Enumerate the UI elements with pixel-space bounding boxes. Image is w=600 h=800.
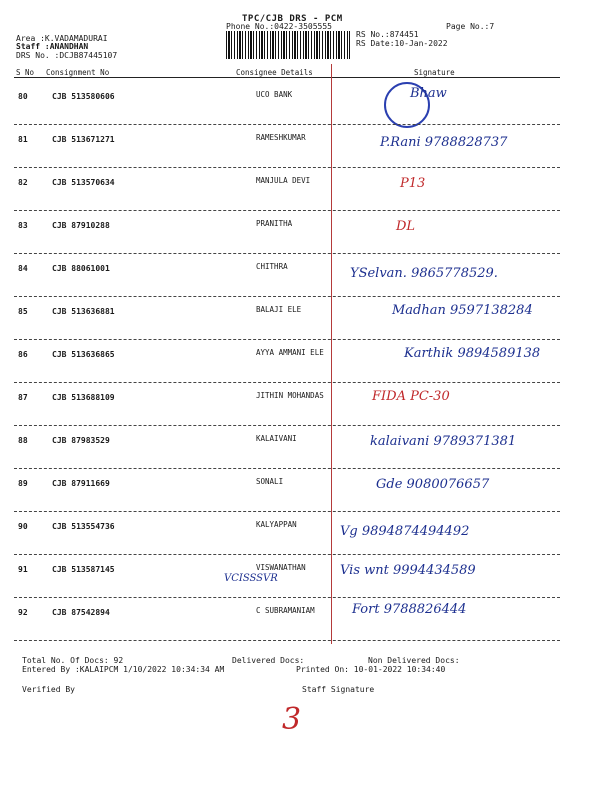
row-consignee-name: AYYA AMMANI ELE — [256, 348, 324, 357]
row-consignee-name: MANJULA DEVI — [256, 176, 311, 185]
row-consignment-no: CJB 513570634 — [52, 178, 115, 187]
row-consignee-name: RAMESHKUMAR — [256, 133, 306, 142]
row-signature: Vg 9894874494492 — [340, 524, 470, 539]
row-consignment-no: CJB 88061001 — [52, 264, 110, 273]
row-consignment-no: CJB 87983529 — [52, 436, 110, 445]
row-signature: Gde 9080076657 — [376, 477, 490, 492]
row-consignment-no: CJB 513636865 — [52, 350, 115, 359]
row-divider — [14, 468, 560, 469]
row-signature: P13 — [400, 176, 426, 191]
col-header-sno: S No — [16, 68, 35, 77]
barcode-image — [226, 31, 350, 59]
row-sno: 86 — [18, 350, 28, 359]
row-signature: FIDA PC-30 — [372, 389, 450, 404]
row-divider — [14, 597, 560, 598]
row-signature: YSelvan. 9865778529. — [350, 266, 498, 281]
row-signature: Karthik 9894589138 — [404, 346, 541, 361]
row-sno: 81 — [18, 135, 28, 144]
table-row — [0, 514, 600, 558]
phone-number: Phone No.:0422-3505555 — [226, 22, 332, 31]
row-divider — [14, 339, 560, 340]
row-sno: 83 — [18, 221, 28, 230]
row-consignment-no: CJB 513636881 — [52, 307, 115, 316]
row-consignee-name: PRANITHA — [256, 219, 293, 228]
table-row — [0, 471, 600, 515]
printed-on: Printed On: 10-01-2022 10:34:40 — [296, 665, 446, 674]
row-divider — [14, 511, 560, 512]
row-sno: 92 — [18, 608, 28, 617]
row-signature: kalaivani 9789371381 — [370, 434, 517, 449]
row-sno: 88 — [18, 436, 28, 445]
row-consignee-name: SONALI — [256, 477, 284, 486]
row-sno: 85 — [18, 307, 28, 316]
table-row — [0, 557, 600, 601]
row-consignee-name: BALAJI ELE — [256, 305, 302, 314]
row-sno: 90 — [18, 522, 28, 531]
header-divider — [14, 77, 560, 78]
row-consignment-no: CJB 87911669 — [52, 479, 110, 488]
row-signature: Bhaw — [410, 86, 447, 101]
delivered-docs: Delivered Docs: — [232, 656, 305, 665]
row-signature: Madhan 9597138284 — [392, 303, 533, 318]
row-consignment-no: CJB 513671271 — [52, 135, 115, 144]
staff-label: Staff :ANANDHAN — [16, 42, 89, 51]
table-row — [0, 299, 600, 343]
row-signature: P.Rani 9788828737 — [380, 135, 508, 150]
row-consignee-name: C SUBRAMANIAM — [256, 606, 315, 615]
row-signature: Vis wnt 9994434589 — [340, 563, 476, 578]
row-signature: DL — [396, 219, 416, 234]
rs-number: RS No.:874451 — [356, 30, 419, 39]
row-divider — [14, 167, 560, 168]
row-divider — [14, 253, 560, 254]
table-row — [0, 428, 600, 472]
row-sno: 80 — [18, 92, 28, 101]
row-consignment-no: CJB 513688109 — [52, 393, 115, 402]
row-signature: Fort 9788826444 — [352, 602, 467, 617]
row-divider — [14, 124, 560, 125]
row-consignee-name: CHITHRA — [256, 262, 288, 271]
row-divider — [14, 210, 560, 211]
total-docs: Total No. Of Docs: 92 — [22, 656, 124, 665]
table-row — [0, 342, 600, 386]
drs-number: DRS No. :DCJB87445107 — [16, 51, 118, 60]
row-consignment-no: CJB 513554736 — [52, 522, 115, 531]
row-sno: 84 — [18, 264, 28, 273]
table-row — [0, 256, 600, 300]
row-extra-note: VCISSSVR — [224, 573, 278, 584]
col-header-consignee: Consignee Details — [236, 68, 313, 77]
row-sno: 87 — [18, 393, 28, 402]
row-consignee-name: UCO BANK — [256, 90, 293, 99]
non-delivered-docs: Non Delivered Docs: — [368, 656, 460, 665]
row-consignment-no: CJB 87910288 — [52, 221, 110, 230]
row-consignee-name: JITHIN MOHANDAS — [256, 391, 324, 400]
page-mark-handwritten: 3 — [282, 702, 302, 737]
entered-by: Entered By :KALAIPCM 1/10/2022 10:34:34 AM — [22, 665, 225, 674]
document-title: TPC/CJB DRS - PCM — [242, 14, 343, 24]
row-divider — [14, 640, 560, 641]
row-divider — [14, 296, 560, 297]
page-number: Page No.:7 — [446, 22, 495, 31]
row-divider — [14, 425, 560, 426]
table-row — [0, 84, 600, 128]
row-consignee-name: KALAIVANI — [256, 434, 297, 443]
row-sno: 89 — [18, 479, 28, 488]
row-divider — [14, 382, 560, 383]
row-consignee-name: VISWANATHAN — [256, 563, 306, 572]
area-label: Area :K.VADAMADURAI — [16, 34, 108, 43]
row-consignment-no: CJB 513587145 — [52, 565, 115, 574]
table-row — [0, 127, 600, 171]
table-row — [0, 170, 600, 214]
col-header-consignment: Consignment No — [46, 68, 110, 77]
row-sno: 91 — [18, 565, 28, 574]
col-header-signature: Signature — [414, 68, 455, 77]
row-divider — [14, 554, 560, 555]
rs-date: RS Date:10-Jan-2022 — [356, 39, 448, 48]
row-consignment-no: CJB 87542894 — [52, 608, 110, 617]
verified-by: Verified By — [22, 685, 75, 694]
row-sno: 82 — [18, 178, 28, 187]
staff-signature-label: Staff Signature — [302, 685, 375, 694]
table-row — [0, 600, 600, 644]
row-consignment-no: CJB 513580606 — [52, 92, 115, 101]
table-row — [0, 213, 600, 257]
row-consignee-name: KALYAPPAN — [256, 520, 297, 529]
table-row — [0, 385, 600, 429]
